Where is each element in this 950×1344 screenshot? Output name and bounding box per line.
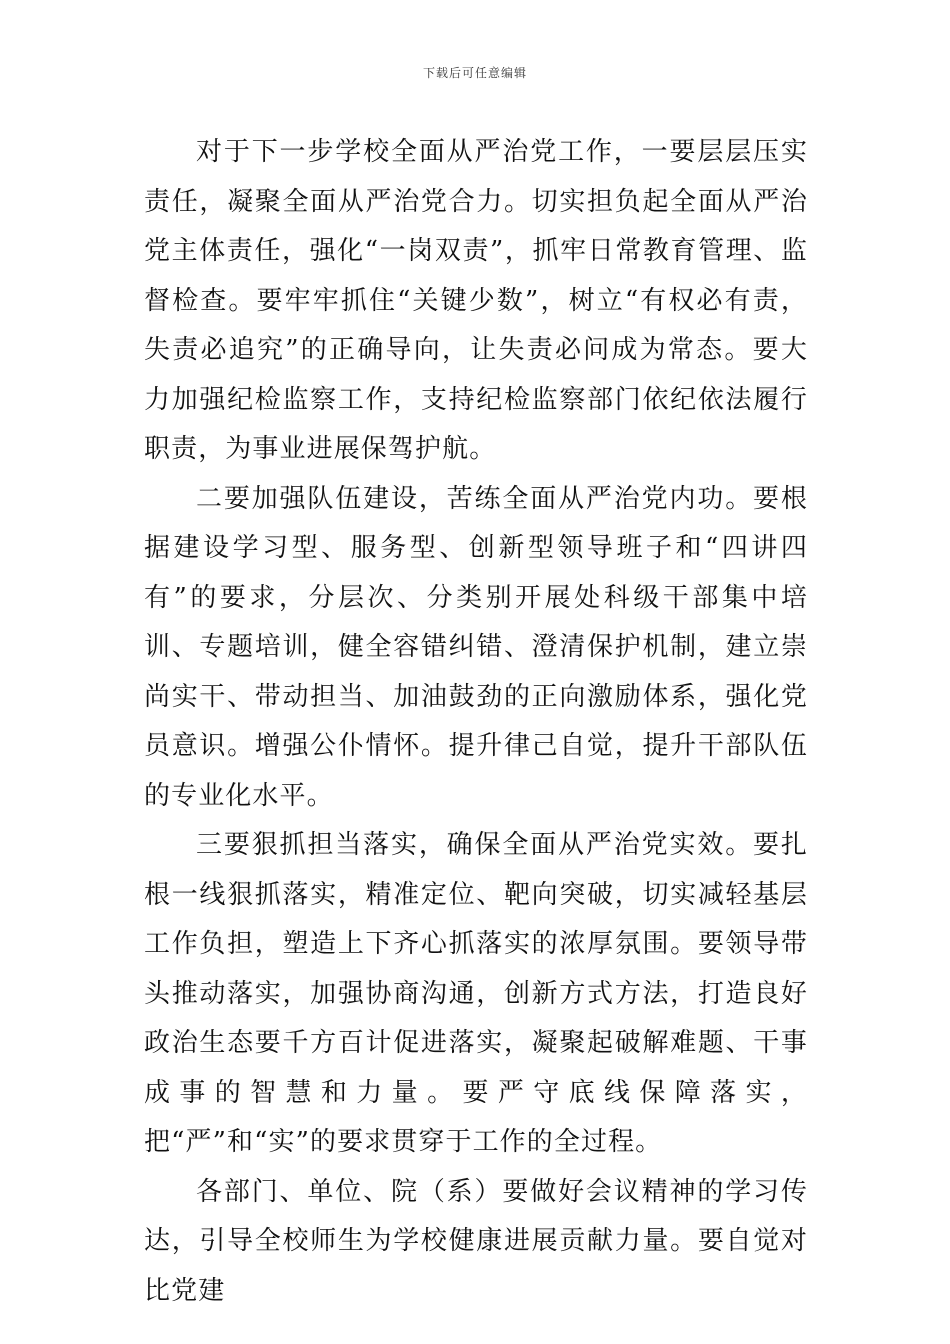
document-body: [144, 128, 808, 1316]
paragraph-1: 对于下一步学校全面从严治党工作，一要层层压实责任，凝聚全面从严治党合力。切实担负起全面从严治党主体责任，强化“一岗双责”，抓牢日常教育管理、监督检查。要牢牢抓住“关键少数”，树立“有权必有责，失责必追究”的正确导向，让失责必问成为常态。要大力加强纪检监察工作，支持纪检监察部门依纪依法履行职责，为事业进展保驾护航。: [144, 137, 808, 464]
paragraph-3: 三要狠抓担当落实，确保全面从严治党实效。要扎根一线狠抓落实，精准定位、靶向突破，切实减轻基层工作负担，塑造上下齐心抓落实的浓厚氛围。要领导带头推动落实，加强协商沟通，创新方式方法，打造良好政治生态要千方百计促进落实，凝聚起破解难题、干事成事的智慧和力量。要严守底线保障落实，把“严”和“实”的要求贯穿于工作的全过程。: [144, 830, 808, 1157]
paragraph-4: 各部门、单位、院（系）要做好会议精神的学习传达，引导全校师生为学校健康进展贡献力量。要自觉对比党建: [144, 1176, 808, 1306]
paragraph-2: 二要加强队伍建设，苦练全面从严治党内功。要根据建设学习型、服务型、创新型领导班子和“四讲四有”的要求，分层次、分类别开展处科级干部集中培训、专题培训，健全容错纠错、澄清保护机制，建立崇尚实干、带动担当、加油鼓劲的正向激励体系，强化党员意识。增强公仆情怀。提升律己自觉，提升干部队伍的专业化水平。: [144, 483, 808, 811]
header-note: 下载后可任意编辑: [422, 66, 527, 80]
